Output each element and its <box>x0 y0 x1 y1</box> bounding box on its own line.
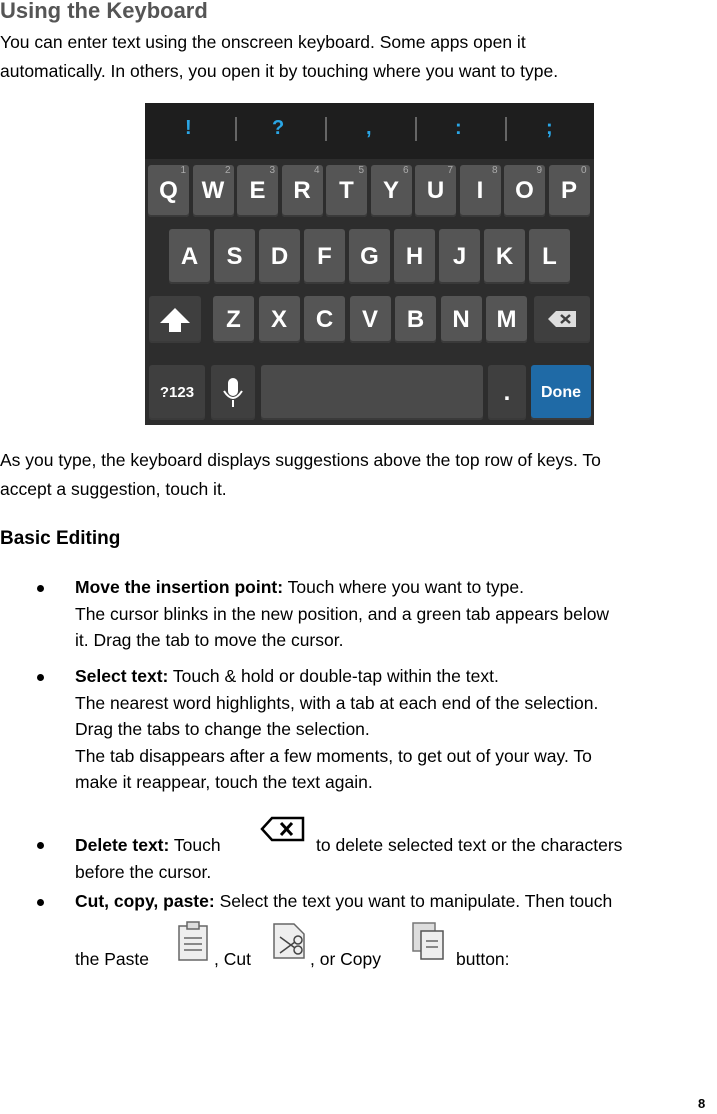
list-item-cutcopy <box>75 888 612 915</box>
shift-key <box>149 296 201 343</box>
key-number-hint: 2 <box>224 165 231 176</box>
key-n: N <box>441 296 482 343</box>
item-label: Move the insertion point: <box>75 577 284 597</box>
key-number-hint: 5 <box>358 165 364 176</box>
period-key: . <box>488 365 526 420</box>
after-image-line-1: As you type, the keyboard displays suggestions above the top row of keys. To <box>0 450 601 470</box>
item-label: Select text: <box>75 666 169 686</box>
key-x: X <box>259 296 300 343</box>
backspace-icon <box>534 296 590 343</box>
key-number-hint: 9 <box>536 165 542 176</box>
key-c: C <box>304 296 345 343</box>
item-detail: The nearest word highlights, with a tab at each end of the selection. <box>75 692 599 713</box>
suggestion-item: , <box>366 117 372 139</box>
key-h: H <box>394 229 435 284</box>
item-text: Select the text you want to manipulate. Then touch <box>214 891 613 911</box>
item-text: Touch <box>169 835 221 855</box>
item-detail: The tab disappears after a few moments, to get out of your way. To <box>75 745 592 766</box>
item-text: Touch where you want to type. <box>283 577 524 597</box>
microphone-icon <box>211 365 255 420</box>
key-number-hint: 3 <box>269 165 275 176</box>
button-text: button: <box>456 949 510 969</box>
item-label: Delete text: <box>75 835 170 855</box>
key-d: D <box>259 229 300 284</box>
backspace-key <box>534 296 590 343</box>
key-a: A <box>169 229 210 284</box>
intro-line-2: automatically. In others, you open it by touching where you want to type. <box>0 61 559 81</box>
backspace-icon <box>260 816 306 842</box>
page-title: Using the Keyboard <box>0 0 208 23</box>
key-y: Y 6 <box>371 165 412 217</box>
bullet-icon <box>37 899 44 906</box>
item-detail: Drag the tabs to change the selection. <box>75 719 370 739</box>
bullet-icon <box>37 674 44 681</box>
key-e: E 3 <box>237 165 278 217</box>
list-item-move <box>75 574 609 654</box>
key-p: P 0 <box>549 165 590 217</box>
key-j: J <box>439 229 480 284</box>
key-number-hint: 4 <box>313 165 320 176</box>
key-b: B <box>395 296 436 343</box>
key-v: V <box>350 296 391 343</box>
item-detail: before the cursor. <box>75 861 212 882</box>
bullet-icon <box>37 842 44 849</box>
key-number-hint: 0 <box>580 165 587 176</box>
key-f: F <box>304 229 345 284</box>
mic-key <box>211 365 255 420</box>
key-i: I 8 <box>460 165 501 217</box>
space-key <box>261 365 483 420</box>
item-label: Cut, copy, paste: <box>75 891 215 911</box>
key-l: L <box>529 229 570 284</box>
key-r: R 4 <box>282 165 323 217</box>
cut-text: , Cut <box>214 949 251 969</box>
paste-text: the Paste <box>75 949 149 969</box>
page-number: 8 <box>698 1096 706 1111</box>
key-q: Q 1 <box>148 165 189 217</box>
copy-text: , or Copy <box>310 949 381 969</box>
section-title: Basic Editing <box>0 528 121 549</box>
key-w: W 2 <box>193 165 234 217</box>
shift-arrow-icon <box>149 296 201 343</box>
item-detail: make it reappear, touch the text again. <box>75 772 373 792</box>
key-s: S <box>214 229 255 284</box>
key-o: O 9 <box>504 165 545 217</box>
key-number-hint: 6 <box>402 165 409 176</box>
suggestion-item: ; <box>546 117 553 139</box>
suggestion-strip <box>145 103 594 159</box>
list-item-delete <box>75 832 221 885</box>
keyboard-screenshot <box>145 103 594 425</box>
key-t: T 5 <box>326 165 367 217</box>
suggestion-item: ! <box>185 117 192 139</box>
delete-after-text: to delete selected text or the characters <box>316 835 623 855</box>
key-g: G <box>349 229 390 284</box>
suggestion-item: : <box>455 117 462 139</box>
key-z: Z <box>213 296 254 343</box>
intro-line-1: You can enter text using the onscreen keyboard. Some apps open it <box>0 32 526 52</box>
after-image-line-2: accept a suggestion, touch it. <box>0 479 227 499</box>
key-k: K <box>484 229 525 284</box>
item-detail: The cursor blinks in the new position, and a green tab appears below <box>75 603 610 624</box>
clipboard-paste-icon <box>176 920 210 962</box>
key-number-hint: 1 <box>180 165 186 176</box>
copy-icon <box>410 920 446 962</box>
item-text: Touch & hold or double-tap within the text. <box>168 666 499 686</box>
item-detail: it. Drag the tab to move the cursor. <box>75 630 344 650</box>
suggestion-item: ? <box>272 117 285 139</box>
bullet-icon <box>37 585 44 592</box>
key-m: M <box>486 296 527 343</box>
done-key: Done <box>531 365 591 420</box>
list-item-select <box>75 663 598 796</box>
scissors-cut-icon <box>270 920 310 962</box>
symbols-key: ?123 <box>149 365 205 420</box>
key-number-hint: 7 <box>447 165 453 176</box>
key-u: U 7 <box>415 165 456 217</box>
key-number-hint: 8 <box>491 165 498 176</box>
